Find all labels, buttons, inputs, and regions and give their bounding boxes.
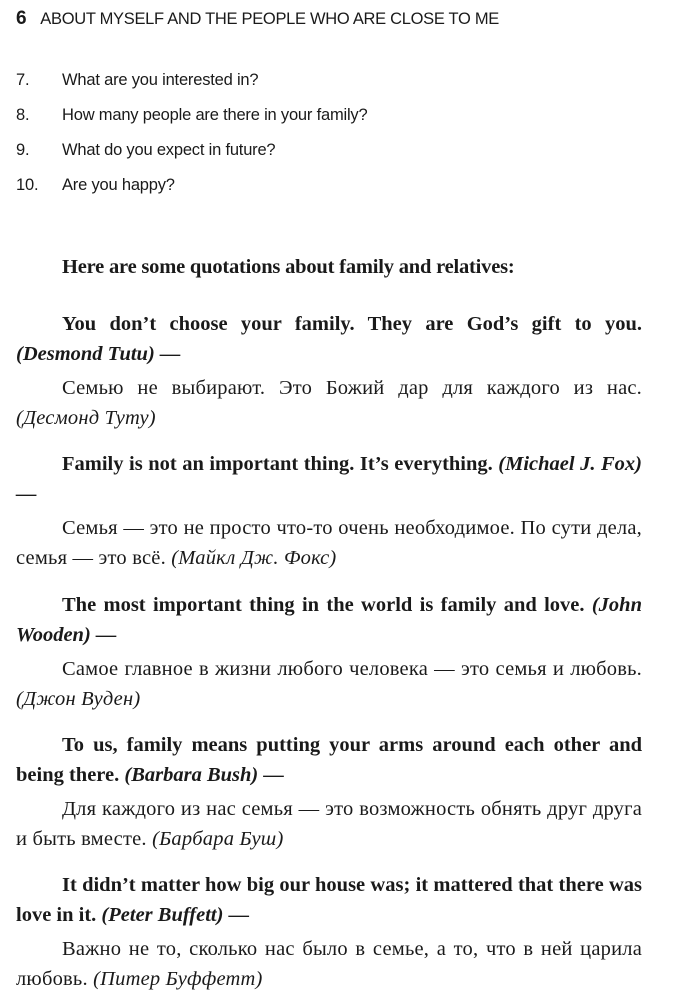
quote-translation: Семья — это не просто что-то очень необходимое. По сути дела, семья — это всё. [16, 517, 642, 569]
quote-author: (Barbara Bush) — [124, 764, 284, 786]
quote-block [16, 870, 642, 994]
list-item [16, 98, 616, 133]
quote-english [16, 590, 642, 650]
quote-author-ru: (Майкл Дж. Фокс) [171, 547, 337, 569]
quote-text: Family is not an important thing. It’s everything. [62, 453, 493, 475]
question-text: Are you happy? [62, 176, 175, 194]
quote-text: It didn’t matter how big our house was; it mattered that there was love in it. [16, 874, 642, 926]
quote-block [16, 590, 642, 714]
quote-author-ru: (Джон Вуден) [16, 688, 141, 710]
quote-russian [16, 934, 642, 994]
quote-english [16, 309, 642, 369]
question-list [16, 63, 616, 203]
quote-author: (Michael J. Fox) — [16, 453, 642, 505]
question-number: 9. [16, 141, 30, 159]
quote-block [16, 309, 642, 433]
quote-russian [16, 654, 642, 714]
quote-english [16, 730, 642, 790]
page-number: 6 [16, 8, 27, 29]
quotations-heading: Here are some quotations about family and relatives: [62, 256, 515, 278]
quote-author: (John Wooden) — [16, 594, 642, 646]
page-header [16, 8, 679, 30]
quote-russian [16, 513, 642, 573]
quote-russian [16, 373, 642, 433]
question-text: What do you expect in future? [62, 141, 276, 159]
quote-translation: Семью не выбирают. Это Божий дар для каждого из нас. [62, 377, 642, 399]
quote-english [16, 870, 642, 930]
question-text: How many people are there in your family? [62, 106, 368, 124]
quote-author: (Desmond Tutu) — [16, 343, 181, 365]
quote-translation: Для каждого из нас семья — это возможность обнять друг друга и быть вместе. [16, 798, 642, 850]
list-item [16, 168, 616, 203]
quote-block [16, 730, 642, 854]
quote-english [16, 449, 642, 509]
quote-russian [16, 794, 642, 854]
quote-block [16, 449, 642, 573]
quote-text: To us, family means putting your arms around each other and being there. [16, 734, 642, 786]
quote-author-ru: (Барбара Буш) [152, 828, 284, 850]
question-number: 7. [16, 71, 30, 89]
question-number: 10. [16, 176, 39, 194]
list-item [16, 63, 616, 98]
question-number: 8. [16, 106, 30, 124]
quote-author-ru: (Питер Буффетт) [93, 968, 263, 990]
quote-author-ru: (Десмонд Туту) [16, 407, 156, 429]
quote-translation: Важно не то, сколько нас было в семье, а то, что в ней царила любовь. [16, 938, 642, 990]
chapter-title: ABOUT MYSELF AND THE PEOPLE WHO ARE CLOSE TO ME [40, 10, 500, 28]
quote-text: You don’t choose your family. They are God’s gift to you. [62, 313, 642, 335]
quote-author: (Peter Buffett) — [101, 904, 250, 926]
quote-translation: Самое главное в жизни любого человека — это семья и любовь. [62, 658, 642, 680]
question-text: What are you interested in? [62, 71, 259, 89]
quote-text: The most important thing in the world is family and love. [62, 594, 585, 616]
list-item [16, 133, 616, 168]
